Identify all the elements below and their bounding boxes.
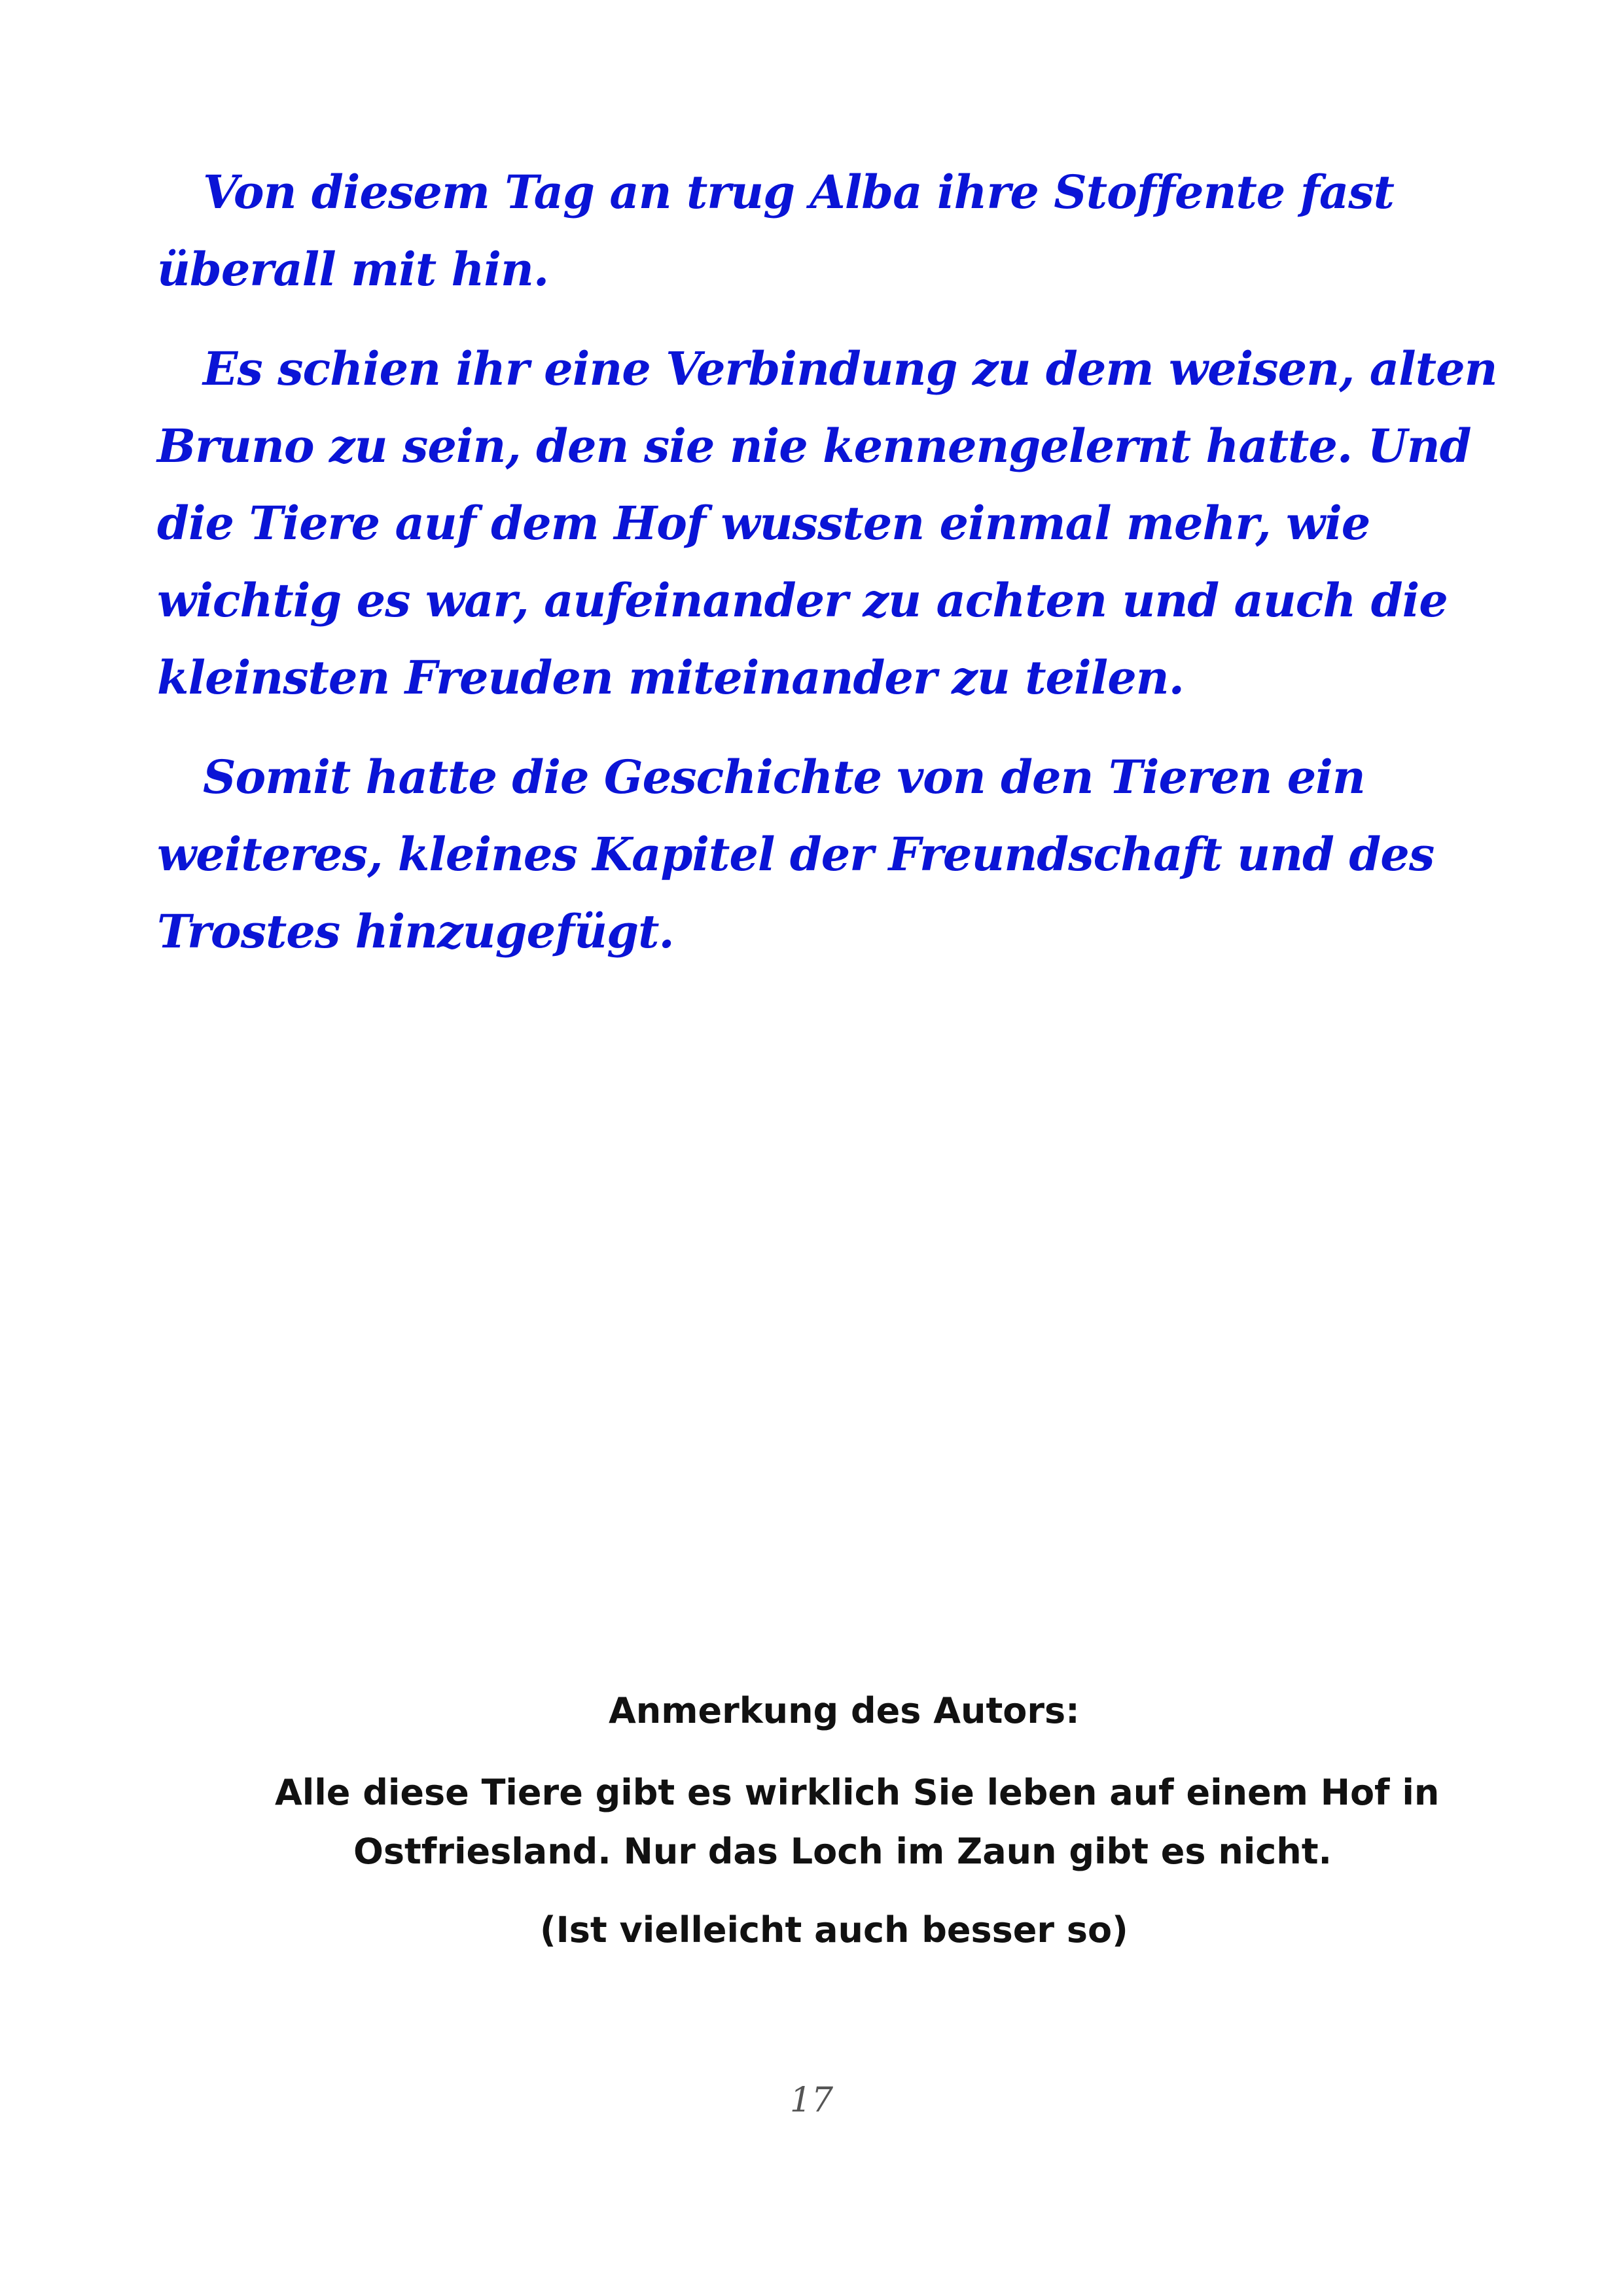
text-line: weiteres, kleines Kapitel der Freundschaft und des bbox=[157, 827, 1435, 881]
text-line: Es schien ihr eine Verbindung zu dem weisen, alten bbox=[203, 342, 1497, 396]
text-line: die Tiere auf dem Hof wussten einmal mehr, wie bbox=[157, 496, 1370, 550]
text-line: kleinsten Freuden miteinander zu teilen. bbox=[157, 650, 1185, 705]
text-line: Somit hatte die Geschichte von den Tieren ein bbox=[203, 750, 1365, 804]
text-line: Von diesem Tag an trug Alba ihre Stoffente fast bbox=[203, 165, 1394, 219]
author-note-title: Anmerkung des Autors: bbox=[609, 1690, 1080, 1731]
text-line: überall mit hin. bbox=[157, 242, 549, 296]
paragraph-3 bbox=[157, 739, 1505, 970]
author-note-line: Alle diese Tiere gibt es wirklich Sie leben auf einem Hof in bbox=[275, 1772, 1440, 1813]
author-note-line: Ostfriesland. Nur das Loch im Zaun gibt es nicht. bbox=[353, 1831, 1332, 1872]
paragraph-2 bbox=[157, 330, 1505, 716]
page-number: 17 bbox=[789, 2081, 834, 2120]
text-line: Bruno zu sein, den sie nie kennengelernt hatte. Und bbox=[157, 419, 1471, 473]
text-line: wichtig es war, aufeinander zu achten und auch die bbox=[157, 573, 1448, 627]
text-line: Trostes hinzugefügt. bbox=[157, 904, 674, 959]
author-note-line: (Ist vielleicht auch besser so) bbox=[540, 1909, 1128, 1951]
story-text bbox=[157, 154, 1505, 993]
paragraph-1 bbox=[157, 154, 1505, 308]
